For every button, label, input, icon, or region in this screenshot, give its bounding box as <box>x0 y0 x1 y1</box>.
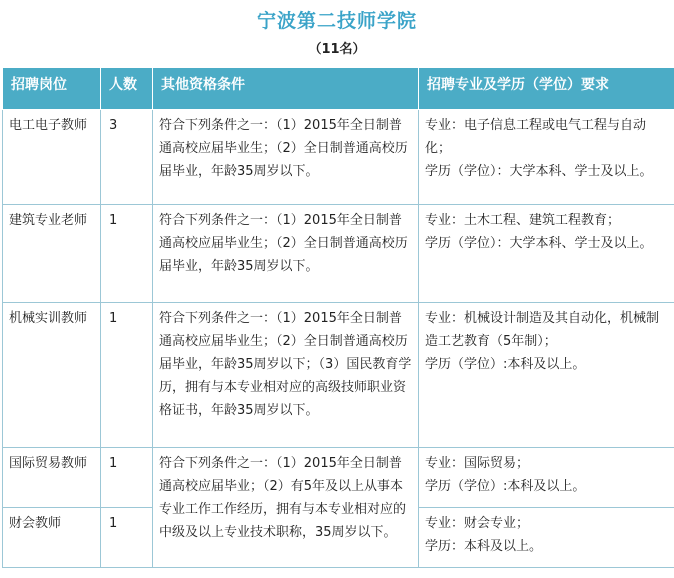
major-requirement: 专业：机械设计制造及其自动化，机械制造工艺教育（5年制）； <box>425 311 660 349</box>
cell-count: 3 <box>101 110 153 205</box>
cell-position: 国际贸易教师 <box>3 448 101 508</box>
cell-conditions: 符合下列条件之一：（1）2015年全日制普通高校应届毕业；（2）有5年及以上从事本专业工作工作经历，拥有与本专业相对应的中级及以上专业技术职称，35周岁以下。 <box>153 448 419 568</box>
page-subtitle: （11名） <box>308 42 366 57</box>
major-requirement: 专业：国际贸易； <box>425 456 530 471</box>
cell-conditions: 符合下列条件之一：（1）2015年全日制普通高校应届毕业生；（2）全日制普通高校历届毕业，年龄35周岁以下。 <box>153 205 419 303</box>
header-conditions: 其他资格条件 <box>153 68 419 110</box>
cell-requirements <box>419 508 674 568</box>
degree-requirement: 学历（学位）:本科及以上。 <box>425 357 586 372</box>
cell-conditions: 符合下列条件之一：（1）2015年全日制普通高校应届毕业生；（2）全日制普通高校历届毕业，年龄35周岁以下。 <box>153 110 419 205</box>
major-requirement: 专业：财会专业； <box>425 516 530 531</box>
cell-count: 1 <box>101 303 153 448</box>
cell-position: 电工电子教师 <box>3 110 101 205</box>
cell-count: 1 <box>101 205 153 303</box>
table-row <box>3 303 674 448</box>
degree-requirement: 学历（学位）：大学本科、学士及以上。 <box>425 164 653 179</box>
major-requirement: 专业：电子信息工程或电气工程与自动化； <box>425 118 647 156</box>
degree-requirement: 学历（学位）：大学本科、学士及以上。 <box>425 236 653 251</box>
cell-requirements <box>419 303 674 448</box>
cell-position: 建筑专业老师 <box>3 205 101 303</box>
degree-requirement: 学历：本科及以上。 <box>425 539 543 554</box>
header-count: 人数 <box>101 68 153 110</box>
cell-count: 1 <box>101 508 153 568</box>
degree-requirement: 学历（学位）:本科及以上。 <box>425 479 586 494</box>
cell-requirements <box>419 110 674 205</box>
header-requirements: 招聘专业及学历（学位）要求 <box>419 68 674 110</box>
cell-position: 机械实训教师 <box>3 303 101 448</box>
cell-conditions: 符合下列条件之一：（1）2015年全日制普通高校应届毕业生；（2）全日制普通高校历届毕业，年龄35周岁以下；（3）国民教育学历，拥有与本专业相对应的高级技师职业资格证书，年龄35周岁以下。 <box>153 303 419 448</box>
table-row <box>3 205 674 303</box>
table-row <box>3 110 674 205</box>
major-requirement: 专业：土木工程、建筑工程教育； <box>425 213 621 228</box>
cell-requirements <box>419 205 674 303</box>
cell-requirements <box>419 448 674 508</box>
cell-position: 财会教师 <box>3 508 101 568</box>
table-header-row <box>3 68 674 110</box>
table-row <box>3 448 674 508</box>
cell-count: 1 <box>101 448 153 508</box>
page-title: 宁波第二技师学院 <box>256 10 417 32</box>
recruitment-table <box>2 67 674 568</box>
header-position: 招聘岗位 <box>3 68 101 110</box>
